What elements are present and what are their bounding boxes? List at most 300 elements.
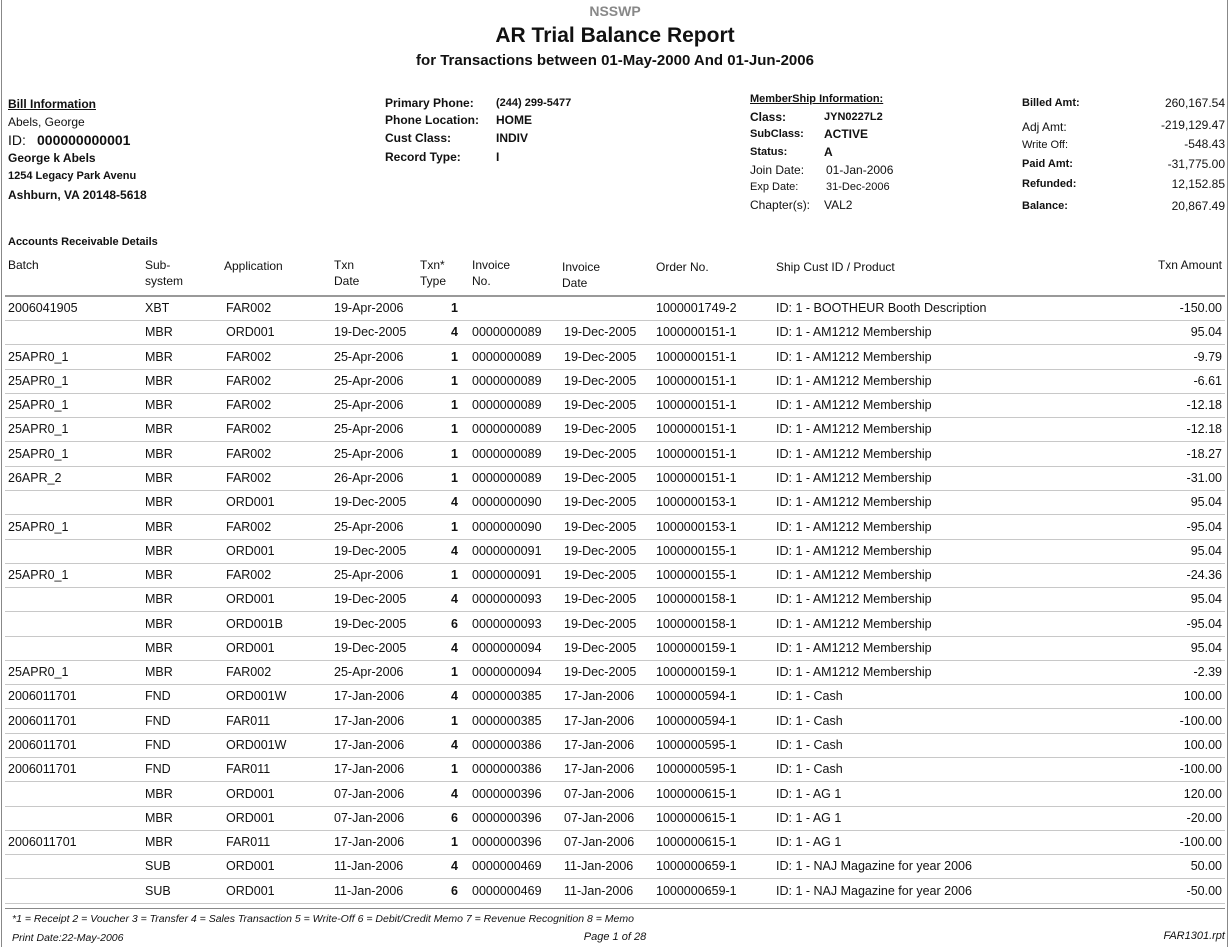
- col-header-order-no: Order No.: [656, 260, 709, 274]
- invoice-date-cell: 11-Jan-2006: [564, 883, 634, 898]
- invoice-date-cell: 19-Dec-2005: [564, 665, 637, 680]
- invoice-no-cell: 0000000396: [472, 786, 542, 801]
- txn-date-cell: 17-Jan-2006: [334, 713, 405, 728]
- invoice-date-cell: 19-Dec-2005: [564, 568, 637, 583]
- txn-amount-cell: -50.00: [1186, 883, 1222, 898]
- txn-amount-cell: -12.18: [1186, 398, 1222, 413]
- subsystem-cell: MBR: [145, 568, 173, 583]
- join-date-value: 01-Jan-2006: [826, 163, 894, 177]
- order-no-cell: 1000000659-1: [656, 883, 737, 898]
- order-no-cell: 1000000595-1: [656, 738, 737, 753]
- batch-cell: 2006011701: [8, 762, 77, 777]
- page-number: Page 1 of 28: [583, 931, 647, 943]
- exp-date-value: 31-Dec-2006: [826, 181, 890, 193]
- application-cell: ORD001: [226, 592, 275, 607]
- txn-type-cell: 1: [451, 398, 458, 413]
- txn-type-cell: 1: [451, 301, 458, 315]
- batch-cell: 25APR0_1: [8, 373, 69, 388]
- txn-date-cell: 19-Dec-2005: [334, 495, 407, 510]
- application-cell: FAR002: [226, 470, 272, 485]
- bill-name: Abels, George: [8, 115, 85, 129]
- txn-date-cell: 25-Apr-2006: [334, 665, 404, 680]
- txn-type-cell: 1: [451, 446, 458, 461]
- batch-cell: 2006011701: [8, 738, 77, 753]
- txn-type-cell: 1: [451, 373, 458, 388]
- ship-product-cell: ID: 1 - NAJ Magazine for year 2006: [776, 883, 972, 898]
- application-cell: FAR011: [226, 713, 271, 728]
- subsystem-cell: XBT: [145, 301, 170, 315]
- invoice-date-cell: 17-Jan-2006: [564, 762, 635, 777]
- txn-type-cell: 4: [451, 543, 458, 558]
- chapters-value: VAL2: [824, 198, 853, 212]
- ship-product-cell: ID: 1 - AM1212 Membership: [776, 373, 932, 388]
- primary-phone-label: Primary Phone:: [385, 96, 474, 110]
- txn-amount-cell: -20.00: [1186, 810, 1222, 825]
- batch-cell: 25APR0_1: [8, 568, 69, 583]
- ship-product-cell: ID: 1 - Cash: [776, 713, 843, 728]
- invoice-date-cell: 19-Dec-2005: [564, 470, 637, 485]
- txn-amount-cell: 50.00: [1190, 859, 1222, 874]
- invoice-date-cell: 19-Dec-2005: [564, 640, 637, 655]
- txn-type-cell: 1: [451, 470, 458, 485]
- phone-location-value: HOME: [496, 113, 532, 127]
- application-cell: FAR002: [226, 398, 272, 413]
- bill-id: 000000000001: [37, 132, 131, 148]
- report-subtitle: for Transactions between 01-May-2000 And 01-Jun-2006: [416, 52, 814, 69]
- txn-amount-cell: 95.04: [1190, 640, 1222, 655]
- batch-cell: 2006011701: [8, 689, 77, 704]
- invoice-no-cell: 0000000396: [472, 835, 542, 850]
- invoice-date-cell: 19-Dec-2005: [564, 325, 637, 340]
- application-cell: FAR002: [226, 446, 272, 461]
- membership-status-value: A: [824, 145, 833, 159]
- txn-type-cell: 4: [451, 738, 458, 753]
- billed-amt-value: 260,167.54: [1164, 96, 1225, 110]
- application-cell: FAR002: [226, 373, 272, 388]
- col-header-ship-product: Ship Cust ID / Product: [776, 260, 895, 274]
- table-row: [0, 370, 1230, 394]
- bill-address-line2: Ashburn, VA 20148-5618: [8, 188, 147, 202]
- subsystem-cell: MBR: [145, 616, 173, 631]
- membership-subclass-value: ACTIVE: [824, 127, 869, 141]
- col-header-application: Application: [224, 259, 283, 273]
- application-cell: FAR002: [226, 568, 272, 583]
- refunded-label: Refunded:: [1022, 178, 1077, 190]
- txn-amount-cell: -150.00: [1179, 301, 1222, 315]
- report-title: AR Trial Balance Report: [495, 24, 735, 47]
- ship-product-cell: ID: 1 - AM1212 Membership: [776, 446, 932, 461]
- invoice-date-cell: 19-Dec-2005: [564, 543, 637, 558]
- invoice-date-cell: 19-Dec-2005: [564, 422, 637, 437]
- txn-amount-cell: -2.39: [1193, 665, 1222, 680]
- invoice-no-cell: 0000000093: [472, 592, 542, 607]
- txn-type-cell: 1: [451, 422, 458, 437]
- invoice-no-cell: 0000000089: [472, 349, 542, 364]
- ship-product-cell: ID: 1 - AM1212 Membership: [776, 592, 932, 607]
- table-row: [0, 418, 1230, 442]
- details-heading: Accounts Receivable Details: [8, 236, 158, 248]
- subsystem-cell: MBR: [145, 665, 173, 680]
- invoice-no-cell: 0000000386: [472, 738, 542, 753]
- txn-date-cell: 25-Apr-2006: [334, 519, 404, 534]
- txn-type-cell: 1: [451, 665, 458, 680]
- cust-class-value: INDIV: [496, 131, 529, 145]
- invoice-no-cell: 0000000091: [472, 543, 542, 558]
- membership-status-label: Status:: [750, 146, 788, 158]
- txn-date-cell: 19-Dec-2005: [334, 325, 407, 340]
- subsystem-cell: MBR: [145, 325, 173, 340]
- application-cell: ORD001: [226, 883, 275, 898]
- txn-type-cell: 4: [451, 859, 458, 874]
- invoice-date-cell: 07-Jan-2006: [564, 835, 635, 850]
- txn-date-cell: 07-Jan-2006: [334, 810, 405, 825]
- order-no-cell: 1000000151-1: [656, 470, 737, 485]
- txn-date-cell: 17-Jan-2006: [334, 689, 405, 704]
- order-no-cell: 1000000594-1: [656, 689, 737, 704]
- txn-date-cell: 25-Apr-2006: [334, 446, 404, 461]
- batch-cell: 2006041905: [8, 301, 78, 315]
- invoice-date-cell: 19-Dec-2005: [564, 373, 637, 388]
- bill-info-heading: Bill Information: [8, 97, 96, 111]
- txn-date-cell: 11-Jan-2006: [334, 883, 404, 898]
- application-cell: ORD001B: [226, 616, 283, 631]
- txn-amount-cell: -100.00: [1179, 762, 1222, 777]
- invoice-no-cell: 0000000090: [472, 495, 542, 510]
- ship-product-cell: ID: 1 - AM1212 Membership: [776, 398, 932, 413]
- subsystem-cell: MBR: [145, 810, 173, 825]
- application-cell: ORD001: [226, 325, 275, 340]
- ship-product-cell: ID: 1 - AG 1: [776, 835, 842, 850]
- invoice-date-cell: 11-Jan-2006: [564, 859, 634, 874]
- application-cell: FAR002: [226, 665, 272, 680]
- write-off-label: Write Off:: [1022, 139, 1069, 151]
- invoice-no-cell: 0000000089: [472, 446, 542, 461]
- application-cell: ORD001: [226, 786, 275, 801]
- table-row: [0, 710, 1230, 734]
- txn-amount-cell: -6.61: [1193, 373, 1222, 388]
- membership-class-label: Class:: [750, 110, 787, 124]
- application-cell: ORD001: [226, 543, 275, 558]
- table-row: [0, 516, 1230, 540]
- batch-cell: 25APR0_1: [8, 519, 69, 534]
- subsystem-cell: MBR: [145, 495, 173, 510]
- txn-date-cell: 25-Apr-2006: [334, 422, 404, 437]
- table-row: [0, 880, 1230, 904]
- subsystem-cell: MBR: [145, 786, 173, 801]
- txn-date-cell: 19-Dec-2005: [334, 616, 407, 631]
- txn-date-cell: 07-Jan-2006: [334, 786, 405, 801]
- batch-cell: 2006011701: [8, 835, 77, 850]
- order-no-cell: 1000000615-1: [656, 835, 737, 850]
- order-no-cell: 1000000595-1: [656, 762, 737, 777]
- order-no-cell: 1000000151-1: [656, 446, 737, 461]
- subsystem-cell: SUB: [145, 883, 171, 898]
- txn-amount-cell: -24.36: [1186, 568, 1222, 583]
- subsystem-cell: MBR: [145, 422, 173, 437]
- application-cell: ORD001: [226, 810, 275, 825]
- table-row: [0, 783, 1230, 807]
- txn-amount-cell: 120.00: [1183, 786, 1222, 801]
- invoice-date-cell: 19-Dec-2005: [564, 592, 637, 607]
- invoice-no-cell: 0000000094: [472, 665, 542, 680]
- col-header-invoice-no: Invoice No.: [472, 258, 511, 288]
- table-row: [0, 491, 1230, 515]
- order-no-cell: 1000000151-1: [656, 398, 737, 413]
- table-row: [0, 685, 1230, 709]
- application-cell: ORD001: [226, 495, 275, 510]
- txn-amount-cell: -100.00: [1179, 835, 1222, 850]
- subsystem-cell: MBR: [145, 640, 173, 655]
- cust-class-label: Cust Class:: [385, 131, 452, 145]
- table-row: [0, 831, 1230, 855]
- subsystem-cell: MBR: [145, 543, 173, 558]
- application-cell: FAR002: [226, 349, 272, 364]
- invoice-no-cell: 0000000396: [472, 810, 542, 825]
- table-row: [0, 588, 1230, 612]
- application-cell: FAR002: [226, 422, 272, 437]
- bill-id-label: ID:: [8, 132, 26, 148]
- order-no-cell: 1000000159-1: [656, 665, 737, 680]
- txn-type-cell: 4: [451, 786, 458, 801]
- col-header-subsystem: Sub- system: [145, 258, 184, 288]
- table-row: [0, 661, 1230, 685]
- txn-date-cell: 19-Dec-2005: [334, 640, 407, 655]
- order-no-cell: 1000000158-1: [656, 592, 737, 607]
- application-cell: ORD001W: [226, 738, 287, 753]
- table-row: [0, 467, 1230, 491]
- invoice-no-cell: 0000000385: [472, 689, 542, 704]
- txn-type-legend: *1 = Receipt 2 = Voucher 3 = Transfer 4 = Sales Transaction 5 = Write-Off 6 = Debit/Credit Memo 7 = Revenue Recognition 8 = Memo: [12, 913, 634, 925]
- subsystem-cell: MBR: [145, 470, 173, 485]
- txn-amount-cell: 95.04: [1190, 325, 1222, 340]
- report-file-name: FAR1301.rpt: [1163, 930, 1225, 942]
- order-no-cell: 1000000615-1: [656, 786, 737, 801]
- col-header-invoice-date: Invoice Date: [562, 260, 601, 290]
- ship-product-cell: ID: 1 - AM1212 Membership: [776, 616, 932, 631]
- subsystem-cell: MBR: [145, 373, 173, 388]
- batch-cell: 26APR_2: [8, 470, 62, 485]
- table-row: [0, 855, 1230, 879]
- invoice-no-cell: 0000000093: [472, 616, 542, 631]
- order-no-cell: 1000000159-1: [656, 640, 737, 655]
- txn-date-cell: 25-Apr-2006: [334, 398, 404, 413]
- subsystem-cell: FND: [145, 738, 171, 753]
- txn-date-cell: 19-Apr-2006: [334, 301, 404, 315]
- invoice-date-cell: 19-Dec-2005: [564, 349, 637, 364]
- txn-type-cell: 4: [451, 592, 458, 607]
- application-cell: FAR002: [226, 301, 272, 315]
- ship-product-cell: ID: 1 - NAJ Magazine for year 2006: [776, 859, 972, 874]
- primary-phone-value: (244) 299-5477: [496, 97, 572, 109]
- txn-type-cell: 1: [451, 349, 458, 364]
- txn-type-cell: 1: [451, 568, 458, 583]
- ship-product-cell: ID: 1 - Cash: [776, 762, 843, 777]
- refunded-value: 12,152.85: [1171, 177, 1225, 191]
- subsystem-cell: FND: [145, 689, 171, 704]
- order-no-cell: 1000001749-2: [656, 301, 737, 315]
- txn-amount-cell: 100.00: [1183, 689, 1222, 704]
- txn-date-cell: 17-Jan-2006: [334, 738, 405, 753]
- invoice-date-cell: 17-Jan-2006: [564, 689, 635, 704]
- txn-amount-cell: -31.00: [1186, 470, 1222, 485]
- order-no-cell: 1000000155-1: [656, 568, 737, 583]
- order-no-cell: 1000000615-1: [656, 810, 737, 825]
- txn-amount-cell: 95.04: [1190, 543, 1222, 558]
- order-no-cell: 1000000151-1: [656, 373, 737, 388]
- order-no-cell: 1000000151-1: [656, 349, 737, 364]
- invoice-date-cell: 19-Dec-2005: [564, 398, 637, 413]
- txn-amount-cell: -18.27: [1186, 446, 1222, 461]
- subsystem-cell: MBR: [145, 446, 173, 461]
- invoice-date-cell: 19-Dec-2005: [564, 495, 637, 510]
- phone-location-label: Phone Location:: [385, 113, 479, 127]
- invoice-no-cell: 0000000089: [472, 373, 542, 388]
- ship-product-cell: ID: 1 - Cash: [776, 738, 843, 753]
- txn-type-cell: 1: [451, 835, 458, 850]
- subsystem-cell: MBR: [145, 592, 173, 607]
- ship-product-cell: ID: 1 - AM1212 Membership: [776, 543, 932, 558]
- txn-type-cell: 4: [451, 689, 458, 704]
- txn-type-cell: 4: [451, 495, 458, 510]
- order-no-cell: 1000000151-1: [656, 422, 737, 437]
- col-header-txn-amount: Txn Amount: [1157, 258, 1222, 272]
- write-off-value: -548.43: [1184, 137, 1225, 151]
- table-row: [0, 443, 1230, 467]
- row-divider: [5, 903, 1225, 904]
- print-date: Print Date:22-May-2006: [12, 932, 124, 944]
- txn-type-cell: 6: [451, 810, 458, 825]
- txn-date-cell: 11-Jan-2006: [334, 859, 404, 874]
- txn-type-cell: 1: [451, 519, 458, 534]
- record-type-label: Record Type:: [385, 150, 461, 164]
- paid-amt-value: -31,775.00: [1167, 157, 1225, 171]
- application-cell: ORD001: [226, 640, 275, 655]
- txn-date-cell: 19-Dec-2005: [334, 543, 407, 558]
- col-header-txn-type: Txn* Type: [420, 258, 447, 288]
- txn-date-cell: 25-Apr-2006: [334, 349, 404, 364]
- table-row: [0, 394, 1230, 418]
- application-cell: FAR011: [226, 835, 271, 850]
- col-header-batch: Batch: [8, 258, 39, 272]
- order-no-cell: 1000000153-1: [656, 519, 737, 534]
- billed-amt-label: Billed Amt:: [1022, 97, 1080, 109]
- invoice-date-cell: 19-Dec-2005: [564, 519, 637, 534]
- txn-type-cell: 4: [451, 640, 458, 655]
- batch-cell: 25APR0_1: [8, 349, 69, 364]
- order-no-cell: 1000000659-1: [656, 859, 737, 874]
- txn-date-cell: 19-Dec-2005: [334, 592, 407, 607]
- ship-product-cell: ID: 1 - BOOTHEUR Booth Description: [776, 301, 987, 315]
- adj-amt-value: -219,129.47: [1160, 118, 1225, 132]
- table-row: [0, 637, 1230, 661]
- batch-cell: 25APR0_1: [8, 665, 69, 680]
- txn-amount-cell: 100.00: [1183, 738, 1222, 753]
- order-no-cell: 1000000158-1: [656, 616, 737, 631]
- table-row: [0, 758, 1230, 782]
- txn-type-cell: 6: [451, 616, 458, 631]
- application-cell: ORD001W: [226, 689, 287, 704]
- txn-amount-cell: 95.04: [1190, 495, 1222, 510]
- exp-date-label: Exp Date:: [750, 181, 799, 193]
- invoice-date-cell: 17-Jan-2006: [564, 713, 635, 728]
- txn-amount-cell: -100.00: [1179, 713, 1222, 728]
- invoice-date-cell: 19-Dec-2005: [564, 446, 637, 461]
- invoice-date-cell: 07-Jan-2006: [564, 786, 635, 801]
- invoice-no-cell: 0000000089: [472, 325, 542, 340]
- membership-class-value: JYN0227L2: [824, 111, 883, 123]
- join-date-label: Join Date:: [750, 163, 805, 177]
- txn-type-cell: 1: [451, 762, 458, 777]
- balance-label: Balance:: [1022, 200, 1068, 212]
- txn-date-cell: 25-Apr-2006: [334, 568, 404, 583]
- ship-product-cell: ID: 1 - AM1212 Membership: [776, 640, 932, 655]
- ship-product-cell: ID: 1 - AM1212 Membership: [776, 568, 932, 583]
- invoice-no-cell: 0000000386: [472, 762, 542, 777]
- order-no-cell: 1000000151-1: [656, 325, 737, 340]
- bill-address-line1: 1254 Legacy Park Avenu: [8, 170, 137, 182]
- ship-product-cell: ID: 1 - AG 1: [776, 786, 842, 801]
- table-row: [0, 540, 1230, 564]
- txn-amount-cell: 95.04: [1190, 592, 1222, 607]
- record-type-value: I: [496, 150, 500, 164]
- order-no-cell: 1000000594-1: [656, 713, 737, 728]
- txn-amount-cell: -9.79: [1193, 349, 1222, 364]
- application-cell: FAR011: [226, 762, 271, 777]
- txn-amount-cell: -12.18: [1186, 422, 1222, 437]
- invoice-date-cell: 07-Jan-2006: [564, 810, 635, 825]
- bill-full-name: George k Abels: [8, 151, 96, 165]
- subsystem-cell: FND: [145, 762, 171, 777]
- invoice-date-cell: 17-Jan-2006: [564, 738, 635, 753]
- adj-amt-label: Adj Amt:: [1022, 120, 1067, 134]
- txn-date-cell: 17-Jan-2006: [334, 762, 405, 777]
- txn-type-cell: 1: [451, 713, 458, 728]
- membership-subclass-label: SubClass:: [750, 128, 804, 140]
- txn-amount-cell: -95.04: [1186, 616, 1222, 631]
- paid-amt-label: Paid Amt:: [1022, 158, 1073, 170]
- batch-cell: 25APR0_1: [8, 422, 69, 437]
- table-row: [0, 321, 1230, 345]
- txn-date-cell: 25-Apr-2006: [334, 373, 404, 388]
- invoice-no-cell: 0000000089: [472, 422, 542, 437]
- col-header-txn-date: Txn Date: [334, 258, 360, 288]
- batch-cell: 25APR0_1: [8, 398, 69, 413]
- table-row: [0, 734, 1230, 758]
- ship-product-cell: ID: 1 - AM1212 Membership: [776, 665, 932, 680]
- invoice-no-cell: 0000000089: [472, 470, 542, 485]
- table-row: [0, 297, 1230, 321]
- table-row: [0, 346, 1230, 370]
- application-cell: ORD001: [226, 859, 275, 874]
- invoice-no-cell: 0000000469: [472, 883, 542, 898]
- ship-product-cell: ID: 1 - AG 1: [776, 810, 842, 825]
- table-row: [0, 807, 1230, 831]
- organization-name: NSSWP: [589, 3, 641, 19]
- invoice-no-cell: 0000000090: [472, 519, 542, 534]
- table-row: [0, 613, 1230, 637]
- balance-value: 20,867.49: [1171, 199, 1225, 213]
- subsystem-cell: MBR: [145, 835, 173, 850]
- subsystem-cell: MBR: [145, 398, 173, 413]
- ship-product-cell: ID: 1 - AM1212 Membership: [776, 495, 932, 510]
- membership-heading: MemberShip Information:: [750, 93, 884, 105]
- application-cell: FAR002: [226, 519, 272, 534]
- subsystem-cell: SUB: [145, 859, 171, 874]
- txn-type-cell: 4: [451, 325, 458, 340]
- batch-cell: 25APR0_1: [8, 446, 69, 461]
- invoice-no-cell: 0000000469: [472, 859, 542, 874]
- txn-amount-cell: -95.04: [1186, 519, 1222, 534]
